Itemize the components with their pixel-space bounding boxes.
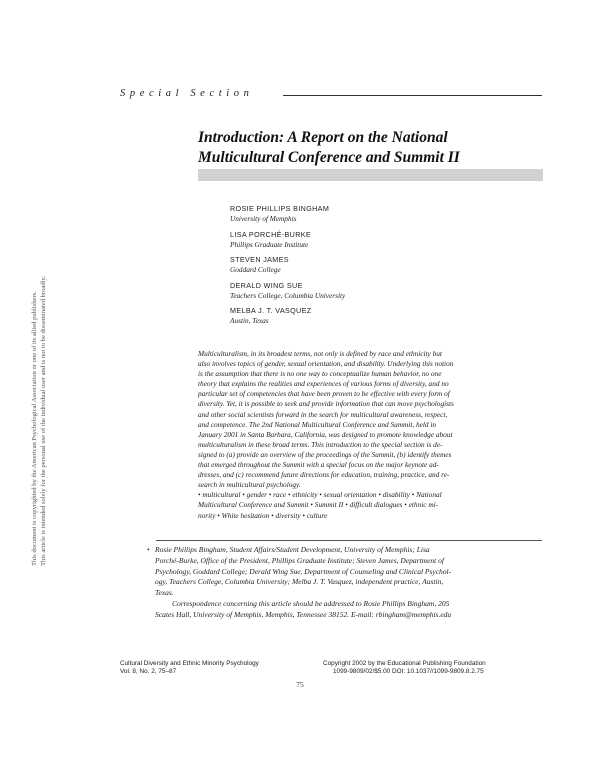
- abstract-line: and competence. The 2nd National Multicultural Conference and Summit, held in: [198, 419, 437, 429]
- title-line: Introduction: A Report on the National: [198, 129, 448, 146]
- copyright-side-notice: [30, 276, 48, 566]
- abstract-line: Multiculturalism, in its broadest terms, not only is defined by race and ethnicity but: [198, 349, 442, 358]
- author-affiliation: University of Memphis: [230, 214, 297, 223]
- author-name: DERALD WING SUE: [230, 280, 303, 290]
- article-title: [198, 128, 543, 168]
- abstract-line: diversity. Yet, it is possible to seek and provide information that can move psychologists: [198, 399, 454, 409]
- author-list: [230, 204, 530, 332]
- keywords-line: nority • White hesitation • diversity • culture: [198, 510, 328, 520]
- keywords-line: • multicultural • gender • race • ethnicity • sexual orientation • disability • National: [198, 490, 442, 500]
- author-entry: [230, 255, 530, 275]
- author-name: ROSIE PHILLIPS BINGHAM: [230, 204, 330, 213]
- abstract-line: and other social scientists forward in the search for multicultural awareness, respect,: [198, 409, 448, 419]
- author-note-line: ogy, Teachers College, Columbia University; Melba J. T. Vasquez, independent practice, Austin,: [155, 577, 444, 587]
- abstract-line: search in multicultural psychology.: [198, 480, 301, 490]
- author-note-line: Texas.: [155, 588, 174, 598]
- bullet-icon: •: [147, 545, 150, 554]
- footnote-divider: [156, 540, 542, 541]
- abstract-line: theory that explains the realities and experiences of various forms of diversity, and no: [198, 379, 449, 389]
- abstract-line: signed to (a) provide an overview of the proceedings of the Summit, (b) identify themes: [198, 449, 452, 459]
- author-note-text: Rosie Phillips Bingham, Student Affairs/Student Development, University of Memphis; Lisa: [155, 545, 430, 554]
- section-rule: [283, 95, 542, 96]
- correspondence-line: Scates Hall, University of Memphis, Memphis, Tennessee 38152. E-mail: rbingham@memphis.edu: [155, 609, 452, 619]
- author-name: LISA PORCHÉ-BURKE: [230, 229, 312, 239]
- title-gray-bar: [198, 169, 543, 181]
- side-notice-line: This article is intended solely for the personal use of the individual user and is not to be disseminated broadly.: [40, 276, 47, 566]
- author-affiliation: Goddard College: [230, 265, 281, 274]
- author-affiliation: Teachers College, Columbia University: [230, 290, 346, 300]
- author-name: MELBA J. T. VASQUEZ: [230, 306, 312, 315]
- abstract-line: also involves topics of gender, sexual orientation, and disability. Underlying this notion: [198, 359, 454, 369]
- journal-volume: Vol. 8, No. 2, 75–87: [120, 668, 177, 676]
- copyright-info: [323, 660, 543, 677]
- abstract-line: is the assumption that there is no one way to conceptualize human behavior, no one: [198, 369, 442, 379]
- author-entry: [230, 306, 530, 326]
- copyright-text: Copyright 2002 by the Educational Publishing Foundation: [323, 660, 486, 667]
- author-affiliation: Phillips Graduate Institute: [230, 239, 309, 249]
- abstract-line: multiculturalism in these broad terms. This introduction to the special section is de-: [198, 439, 443, 449]
- author-entry: [230, 230, 530, 250]
- page-number: 75: [296, 680, 304, 689]
- doi-text: 1099-9809/02/$5.00 DOI: 10.1037//1099-9809.8.2.75: [333, 668, 484, 676]
- journal-name: Cultural Diversity and Ethnic Minority Psychology: [120, 660, 259, 667]
- side-notice-line: This document is copyrighted by the American Psychological Association or one of its allied publishers.: [31, 291, 38, 566]
- author-note-line: [147, 545, 547, 556]
- author-note: [147, 545, 547, 621]
- section-label: [120, 88, 253, 99]
- author-affiliation: Austin, Texas: [230, 316, 269, 325]
- journal-info: [120, 660, 259, 677]
- abstract-line: particular set of competencies that have been proven to be effective with every form of: [198, 389, 450, 399]
- author-note-line: Psychology, Goddard College; Derald Wing Sue, Department of Counseling and Clinical Psychol-: [155, 566, 452, 576]
- abstract-line: January 2001 in Santa Barbara, California, was designed to promote knowledge about: [198, 429, 453, 439]
- section-label-text: Special Section: [120, 88, 254, 99]
- abstract-line: dresses, and (c) recommend future directions for education, training, practice, and re-: [198, 470, 450, 480]
- abstract: [198, 349, 543, 521]
- correspondence-line: Correspondence concerning this article should be addressed to Rosie Phillips Bingham, 205: [172, 598, 450, 608]
- author-entry: [230, 204, 530, 224]
- title-line: Multicultural Conference and Summit II: [198, 149, 460, 166]
- keywords-line: Multicultural Conference and Summit • Summit II • difficult dialogues • ethnic mi-: [198, 500, 439, 510]
- author-name: STEVEN JAMES: [230, 255, 289, 264]
- author-entry: [230, 281, 530, 301]
- author-note-line: Porché-Burke, Office of the President, Phillips Graduate Institute; Steven James, Department of: [155, 555, 444, 565]
- abstract-line: that emerged throughout the Summit with a special focus on the major keynote ad-: [198, 460, 439, 470]
